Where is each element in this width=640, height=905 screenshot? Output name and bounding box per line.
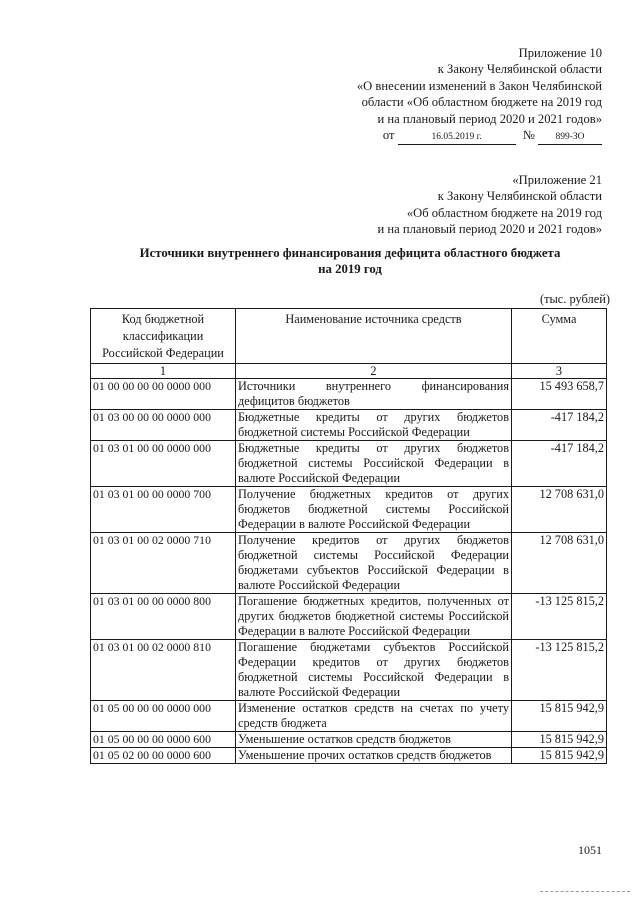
header-code: Код бюджетной классификации Российской Федерации <box>91 309 236 364</box>
row-amount: 15 815 942,9 <box>512 701 607 732</box>
row-amount: 15 815 942,9 <box>512 732 607 748</box>
row-amount: -417 184,2 <box>512 410 607 441</box>
signature-date: 16.05.2019 г. <box>398 131 516 145</box>
row-amount: -417 184,2 <box>512 441 607 487</box>
column-number: 1 <box>91 364 236 379</box>
row-code: 01 05 00 00 00 0000 600 <box>91 732 236 748</box>
header-amount: Сумма <box>512 309 607 364</box>
column-number-row <box>91 364 607 379</box>
number-label: № <box>522 128 535 143</box>
appendix-21-line2: к Закону Челябинской области <box>437 189 602 204</box>
row-code: 01 03 01 00 00 0000 800 <box>91 594 236 640</box>
financing-sources-table <box>90 308 607 764</box>
row-amount: -13 125 815,2 <box>512 594 607 640</box>
row-code: 01 05 02 00 00 0000 600 <box>91 748 236 764</box>
row-name: Погашение бюджетных кредитов, полученных от других бюджетов бюджетной системы Российской Федерации в валюте Российской Федерации <box>236 594 512 640</box>
from-label: от <box>382 128 395 143</box>
appendix-21-line4: и на плановый период 2020 и 2021 годов» <box>377 222 602 237</box>
row-amount: -13 125 815,2 <box>512 640 607 701</box>
table-row <box>91 732 607 748</box>
appendix-10-line5: и на плановый период 2020 и 2021 годов» <box>377 111 602 126</box>
row-amount: 15 815 942,9 <box>512 748 607 764</box>
row-amount: 15 493 658,7 <box>512 379 607 410</box>
row-code: 01 03 01 00 02 0000 810 <box>91 640 236 701</box>
row-code: 01 03 01 00 00 0000 000 <box>91 441 236 487</box>
row-name: Уменьшение остатков средств бюджетов <box>236 732 512 748</box>
appendix-10-line2: к Закону Челябинской области <box>437 62 602 77</box>
law-number: 899-ЗО <box>538 131 602 145</box>
row-code: 01 03 01 00 02 0000 710 <box>91 533 236 594</box>
table-row <box>91 594 607 640</box>
table-row <box>91 748 607 764</box>
row-amount: 12 708 631,0 <box>512 487 607 533</box>
table-row <box>91 410 607 441</box>
appendix-10-header <box>357 45 602 145</box>
table-row <box>91 701 607 732</box>
column-number: 3 <box>512 364 607 379</box>
row-amount: 12 708 631,0 <box>512 533 607 594</box>
appendix-10-line1: Приложение 10 <box>518 46 602 60</box>
table-row <box>91 441 607 487</box>
document-title-line1: Источники внутреннего финансирования дефицита областного бюджета <box>139 246 561 260</box>
row-code: 01 05 00 00 00 0000 000 <box>91 701 236 732</box>
table-row <box>91 640 607 701</box>
row-code: 01 00 00 00 00 0000 000 <box>91 379 236 410</box>
appendix-21-line1: «Приложение 21 <box>512 173 602 187</box>
row-name: Получение бюджетных кредитов от других бюджетов бюджетной системы Российской Федерации в валюте Российской Федерации <box>236 487 512 533</box>
document-title <box>60 245 640 277</box>
header-name: Наименование источника средств <box>236 309 512 364</box>
table-row <box>91 379 607 410</box>
table-header-row <box>91 309 607 364</box>
appendix-21-header <box>378 172 602 238</box>
appendix-21-line3: «Об областном бюджете на 2019 год <box>406 205 602 220</box>
row-name: Источники внутреннего финансирования дефицитов бюджетов <box>236 379 512 410</box>
row-code: 01 03 00 00 00 0000 000 <box>91 410 236 441</box>
page-number: 1051 <box>578 843 602 857</box>
document-title-line2: на 2019 год <box>318 262 382 276</box>
appendix-10-date-line <box>357 127 602 145</box>
appendix-10-line3: «О внесении изменений в Закон Челябинской <box>356 78 602 93</box>
row-name: Бюджетные кредиты от других бюджетов бюджетной системы Российской Федерации в валюте Российской Федерации <box>236 441 512 487</box>
row-name: Бюджетные кредиты от других бюджетов бюджетной системы Российской Федерации <box>236 410 512 441</box>
row-name: Получение кредитов от других бюджетов бюджетной системы Российской Федерации бюджетами субъектов Российской Федерации в валюте Российской Федерации <box>236 533 512 594</box>
scan-edge-marks <box>540 891 630 894</box>
row-code: 01 03 01 00 00 0000 700 <box>91 487 236 533</box>
unit-label: (тыс. рублей) <box>539 292 610 306</box>
column-number: 2 <box>236 364 512 379</box>
table-row <box>91 487 607 533</box>
row-name: Погашение бюджетами субъектов Российской Федерации кредитов от других бюджетов бюджетной системы Российской Федерации в валюте Российской Федерации <box>236 640 512 701</box>
appendix-10-line4: области «Об областном бюджете на 2019 год <box>361 95 602 110</box>
row-name: Уменьшение прочих остатков средств бюджетов <box>236 748 512 764</box>
table-row <box>91 533 607 594</box>
row-name: Изменение остатков средств на счетах по учету средств бюджета <box>236 701 512 732</box>
